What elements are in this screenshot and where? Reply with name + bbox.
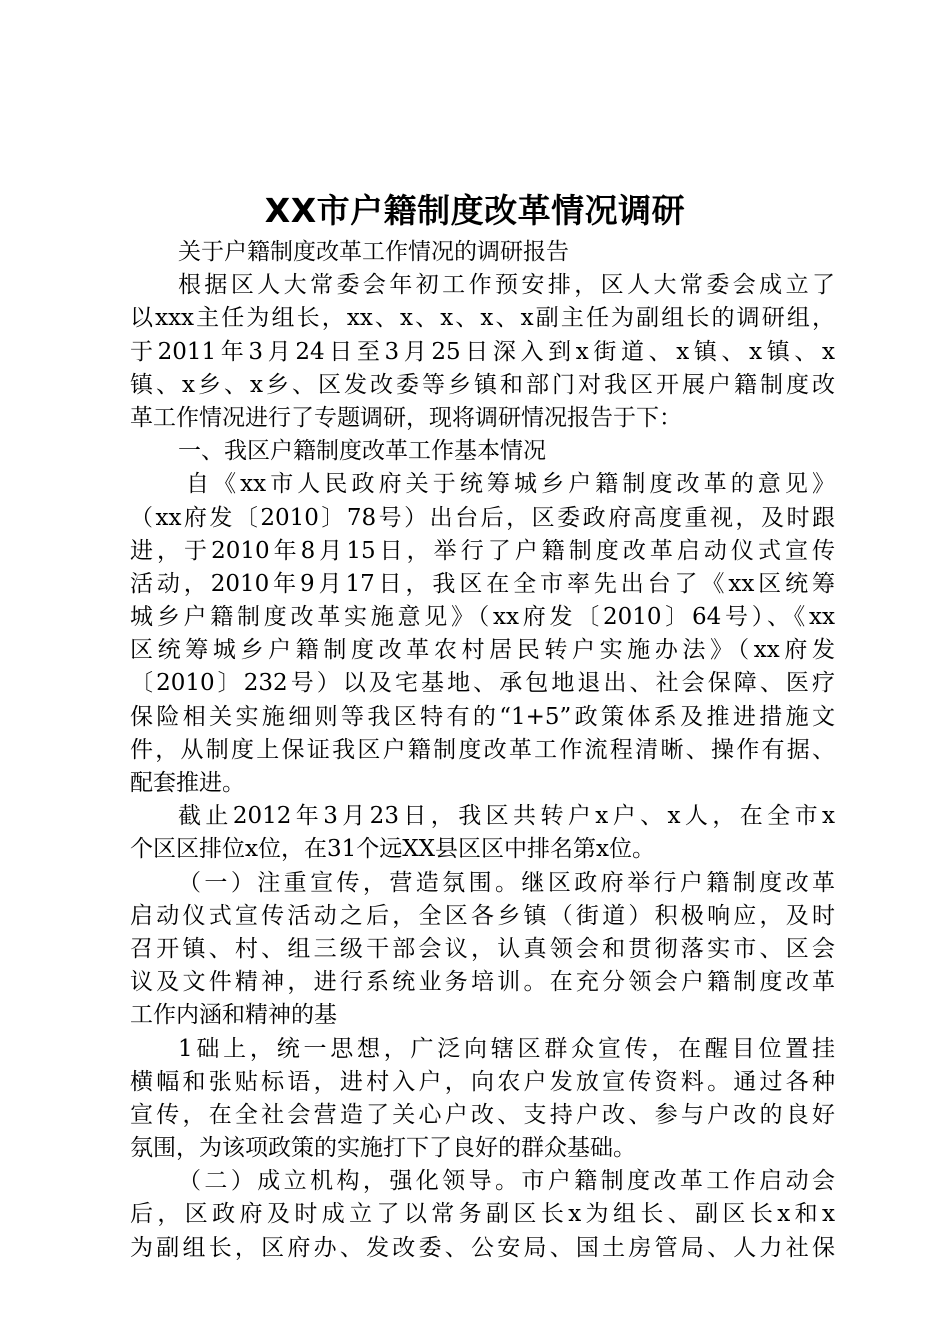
section-heading: [130, 435, 835, 468]
paragraph-line: 一、我区户籍制度改革工作基本情况: [178, 438, 546, 465]
paragraph-statistics: [130, 800, 835, 866]
paragraph-line: 截止2012年3月23日，我区共转户x户、x人，在全市x: [178, 803, 835, 830]
document-body: [130, 236, 835, 1265]
paragraph-line: 宣传，在全社会营造了关心户改、支持户改、参与户改的良好: [130, 1101, 835, 1128]
paragraph-line: 革工作情况进行了专题调研，现将调研情况报告于下：: [130, 404, 682, 431]
paragraph-line: 1础上，统一思想，广泛向辖区群众宣传，在醒目位置挂: [178, 1035, 835, 1062]
paragraph-line: 于2011年3月24日至3月25日深入到x街道、x镇、x镇、x: [130, 338, 835, 365]
paragraph-line: 关于户籍制度改革工作情况的调研报告: [178, 239, 569, 265]
paragraph-line: 城乡户籍制度改革实施意见》（xx府发〔2010〕64号）、《xx: [130, 604, 835, 631]
paragraph-line: 氛围，为该项政策的实施打下了良好的群众基础。: [130, 1135, 636, 1162]
paragraph-line: 召开镇、村、组三级干部会议，认真领会和贯彻落实市、区会: [130, 935, 835, 962]
paragraph-line: 进，于2010年8月15日，举行了户籍制度改革启动仪式宣传: [130, 537, 835, 564]
paragraph-line: 镇、x乡、x乡、区发改委等乡镇和部门对我区开展户籍制度改: [130, 371, 835, 398]
paragraph-line: 保险相关实施细则等我区特有的“1+5”政策体系及推进措施文: [130, 703, 835, 730]
paragraph-publicity-continued: [130, 1033, 835, 1166]
paragraph-line: 为副组长，区府办、发改委、公安局、国土房管局、人力社保: [130, 1234, 835, 1261]
paragraph-line: 以xxx主任为组长，xx、x、x、x、x副主任为副组长的调研组，: [130, 305, 835, 332]
paragraph-line: 自《xx市人民政府关于统筹城乡户籍制度改革的意见》: [186, 471, 835, 498]
document-title: XX市户籍制度改革情况调研: [264, 191, 686, 230]
paragraph-line: （二）成立机构，强化领导。市户籍制度改革工作启动会: [178, 1168, 835, 1195]
paragraph-line: 横幅和张贴标语，进村入户，向农户发放宣传资料。通过各种: [130, 1068, 835, 1095]
paragraph-intro: [130, 269, 835, 435]
paragraph-organization: [130, 1165, 835, 1265]
paragraph-line: （xx府发〔2010〕78号）出台后，区委政府高度重视，及时跟: [130, 504, 835, 531]
paragraph-line: 活动，2010年9月17日，我区在全市率先出台了《xx区统筹: [130, 570, 835, 597]
paragraph-line: 议及文件精神，进行系统业务培训。在充分领会户籍制度改革: [130, 969, 835, 996]
paragraph-line: 个区区排位x位，在31个远XX县区区中排名第x位。: [130, 836, 655, 863]
paragraph-policy: [130, 468, 835, 800]
paragraph-report-heading: [130, 236, 835, 269]
paragraph-line: 启动仪式宣传活动之后，全区各乡镇（街道）积极响应，及时: [130, 902, 835, 929]
paragraph-line: 〔2010〕232号）以及宅基地、承包地退出、社会保障、医疗: [130, 670, 835, 697]
paragraph-line: 件，从制度上保证我区户籍制度改革工作流程清晰、操作有据、: [130, 736, 835, 763]
paragraph-line: 工作内涵和精神的基: [130, 1002, 337, 1029]
paragraph-publicity: [130, 867, 835, 1033]
paragraph-line: 根据区人大常委会年初工作预安排，区人大常委会成立了: [178, 272, 835, 299]
paragraph-line: 配套推进。: [130, 770, 245, 796]
paragraph-line: （一）注重宣传，营造氛围。继区政府举行户籍制度改革: [178, 869, 835, 896]
paragraph-line: 后，区政府及时成立了以常务副区长x为组长、副区长x和x: [130, 1201, 835, 1228]
paragraph-line: 区统筹城乡户籍制度改革农村居民转户实施办法》（xx府发: [130, 637, 835, 664]
